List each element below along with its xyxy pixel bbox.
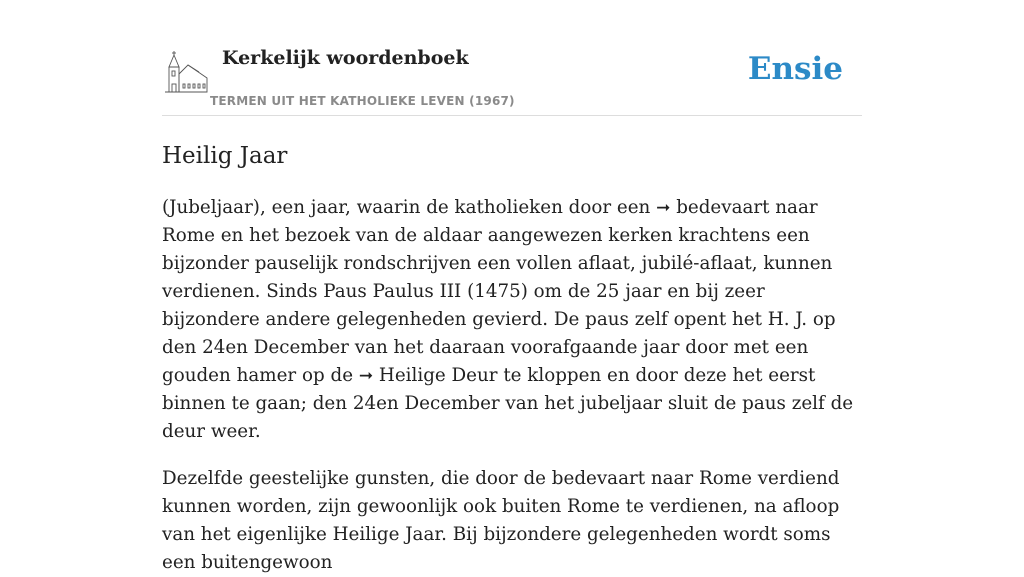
church-icon [165,50,207,94]
paragraph-text: naar Rome en het bezoek van de aldaar aangewezen kerken krachtens een bijzonder pauselijk rondschrijven een vollen aflaat, jubilé-aflaat, kunnen verdienen. Sinds Paus Paulus III (1475) om de 25 jaar en bij zeer bijzondere andere gelegenheden gevierd. De paus zelf opent het H. J. op den 24en December van het daaraan voorafgaande jaar door met een gouden hamer op de [162,197,836,386]
entry-content [162,194,862,577]
entry-title: Heilig Jaar [162,143,288,169]
paragraph-text: te kloppen en door deze het eerst binnen te gaan; den 24en December van het jubeljaar sluit de paus zelf de deur weer. [162,365,854,442]
book-title: Kerkelijk woordenboek [222,47,469,69]
entry-paragraph [162,194,862,446]
header [162,0,862,116]
brand-logo-link[interactable]: Ensie [747,51,843,87]
arrow-right-icon: ➞ [358,366,374,386]
link-heilige-deur[interactable]: Heilige Deur [378,365,498,386]
link-bedevaart[interactable]: bedevaart [676,197,770,218]
paragraph-text: (Jubeljaar), een jaar, waarin de katholieken door een [162,197,657,218]
arrow-right-icon: ➞ [656,198,671,218]
book-subtitle: TERMEN UIT HET KATHOLIEKE LEVEN (1967) [210,94,515,108]
entry-paragraph: Dezelfde geestelijke gunsten, die door de bedevaart naar Rome verdiend kunnen worden, zijn gewoonlijk ook buiten Rome te verdienen, na afloop van het eigenlijke Heilige Jaar. Bij bijzondere gelegenheden wordt soms een buitengewoon [162,468,840,573]
page [162,0,862,577]
